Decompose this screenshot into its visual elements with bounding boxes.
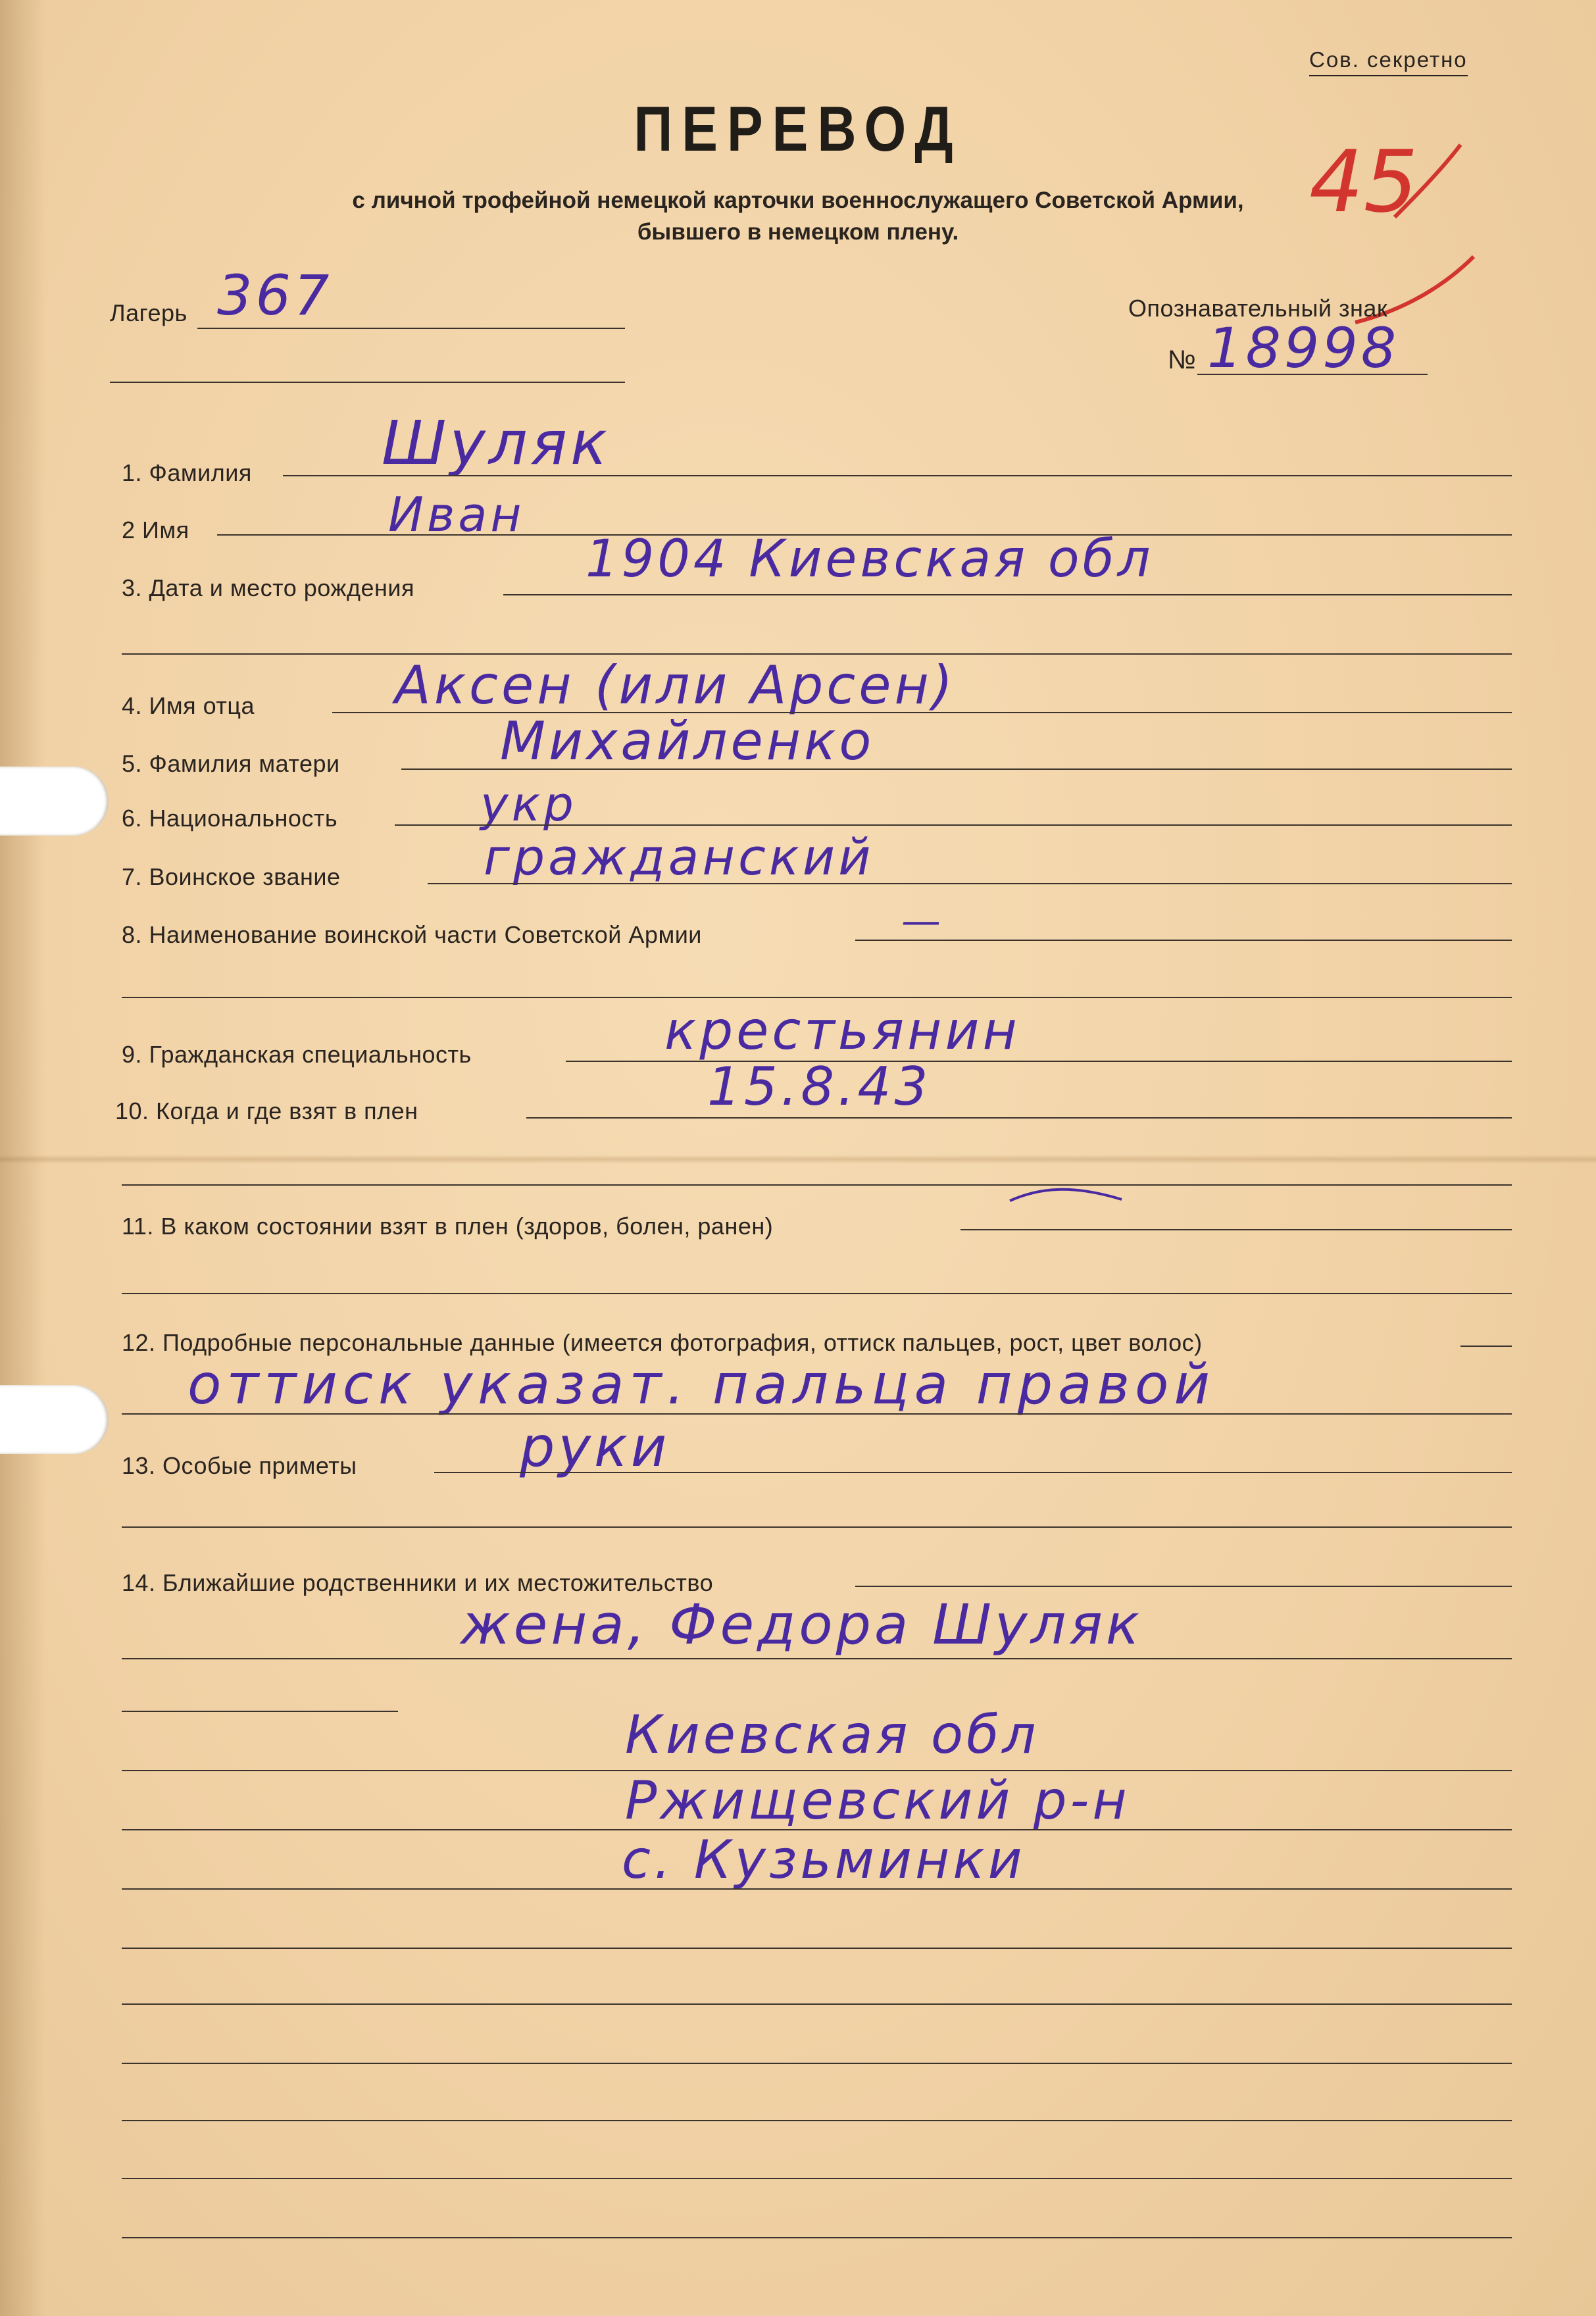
- field-label-mother: 5. Фамилия матери: [122, 750, 340, 777]
- field-label-surname: 1. Фамилия: [122, 459, 252, 486]
- classification-stamp: Сов. секретно: [1309, 47, 1468, 76]
- field-rule-unit: [855, 940, 1512, 941]
- field-rule-relatives-10: [122, 2120, 1512, 2121]
- field-rule-nationality: [395, 824, 1512, 826]
- camp-label: Лагерь: [110, 299, 187, 326]
- field-value-personal-data: оттиск указат. пальца правой: [187, 1352, 1216, 1417]
- field-rule-condition-2: [122, 1293, 1512, 1294]
- red-corner-mark: 45: [1309, 132, 1418, 232]
- field-value-father: Аксен (или Арсен): [395, 655, 956, 716]
- field-rule-relatives-8: [122, 2003, 1512, 2005]
- document-subtitle-line1: с личной трофейной немецкой карточки военнослужащего Советской Армии,: [352, 188, 1244, 213]
- id-tag-number-sign: №: [1168, 345, 1197, 374]
- field-value-rank: гражданский: [484, 828, 874, 886]
- field-label-nationality: 6. Национальность: [122, 805, 338, 832]
- field-label-relatives: 14. Ближайшие родственники и их местожительство: [122, 1569, 714, 1596]
- document-title: ПЕРЕВОД: [634, 93, 962, 165]
- field-rule-relatives: [855, 1586, 1512, 1587]
- id-tag-value: 18998: [1207, 316, 1400, 380]
- field-value-birth: 1904 Киевская обл: [586, 530, 1154, 589]
- field-rule-rank: [428, 883, 1512, 884]
- field-rule-relatives-11: [122, 2178, 1512, 2179]
- id-tag-rule: [1197, 374, 1428, 375]
- camp-rule-2: [110, 382, 625, 383]
- field-rule-relatives-2: [122, 1658, 1512, 1659]
- field-rule-captured: [526, 1117, 1512, 1119]
- field-label-occupation: 9. Гражданская специальность: [122, 1041, 472, 1068]
- field-value-unit: —: [901, 898, 944, 944]
- field-value-surname: Шуляк: [382, 408, 611, 478]
- field-label-condition: 11. В каком состоянии взят в плен (здоров, болен, ранен): [122, 1213, 774, 1240]
- field-label-birth: 3. Дата и место рождения: [122, 574, 414, 601]
- condition-dash-mark: [1007, 1181, 1125, 1207]
- field-rule-birth: [503, 594, 1512, 595]
- field-rule-personal-data: [1460, 1346, 1512, 1347]
- relatives-line-2: Киевская обл: [625, 1704, 1039, 1765]
- binder-hole-top: [0, 767, 109, 836]
- field-rule-captured-2: [122, 1184, 1512, 1186]
- field-value-nationality: укр: [480, 776, 577, 832]
- paper-fold: [0, 1155, 1596, 1164]
- field-rule-relatives-12: [122, 2237, 1512, 2238]
- field-value-mother: Михайленко: [500, 711, 875, 772]
- field-label-marks: 13. Особые приметы: [122, 1452, 357, 1479]
- id-tag-label: Опознавательный знак: [1128, 295, 1388, 322]
- binder-hole-bottom: [0, 1385, 109, 1454]
- field-rule-personal-data-2: [122, 1413, 1512, 1415]
- field-rule-relatives-6: [122, 1888, 1512, 1890]
- field-label-father: 4. Имя отца: [122, 692, 255, 719]
- field-rule-unit-2: [122, 997, 1512, 998]
- field-rule-marks: [434, 1472, 1512, 1473]
- field-rule-condition: [960, 1229, 1512, 1230]
- relatives-line-4: с. Кузьминки: [622, 1829, 1026, 1890]
- field-label-captured: 10. Когда и где взят в плен: [115, 1097, 418, 1124]
- field-rule-mother: [401, 768, 1512, 770]
- field-value-occupation: крестьянин: [664, 1000, 1020, 1061]
- document-subtitle-line2: бывшего в немецком плену.: [637, 219, 959, 245]
- field-label-rank: 7. Воинское звание: [122, 863, 341, 890]
- field-rule-relatives-7: [122, 1948, 1512, 1949]
- field-label-unit: 8. Наименование воинской части Советской Армии: [122, 921, 702, 948]
- field-label-personal-data: 12. Подробные персональные данные (имеется фотография, оттиск пальцев, рост, цвет волос): [122, 1329, 1203, 1356]
- relatives-line-3: Ржищевский р-н: [625, 1770, 1130, 1831]
- field-rule-surname: [283, 475, 1512, 476]
- field-rule-relatives-9: [122, 2063, 1512, 2064]
- field-value-marks: руки: [520, 1415, 670, 1479]
- field-rule-marks-2: [122, 1526, 1512, 1528]
- field-rule-relatives-3: [122, 1711, 398, 1712]
- field-value-name: Иван: [388, 487, 525, 542]
- field-value-captured: 15.8.43: [707, 1056, 932, 1117]
- field-label-name: 2 Имя: [122, 516, 189, 543]
- camp-rule: [197, 328, 625, 329]
- relatives-line-1: жена, Федора Шуляк: [461, 1592, 1143, 1657]
- camp-value: 367: [217, 263, 333, 328]
